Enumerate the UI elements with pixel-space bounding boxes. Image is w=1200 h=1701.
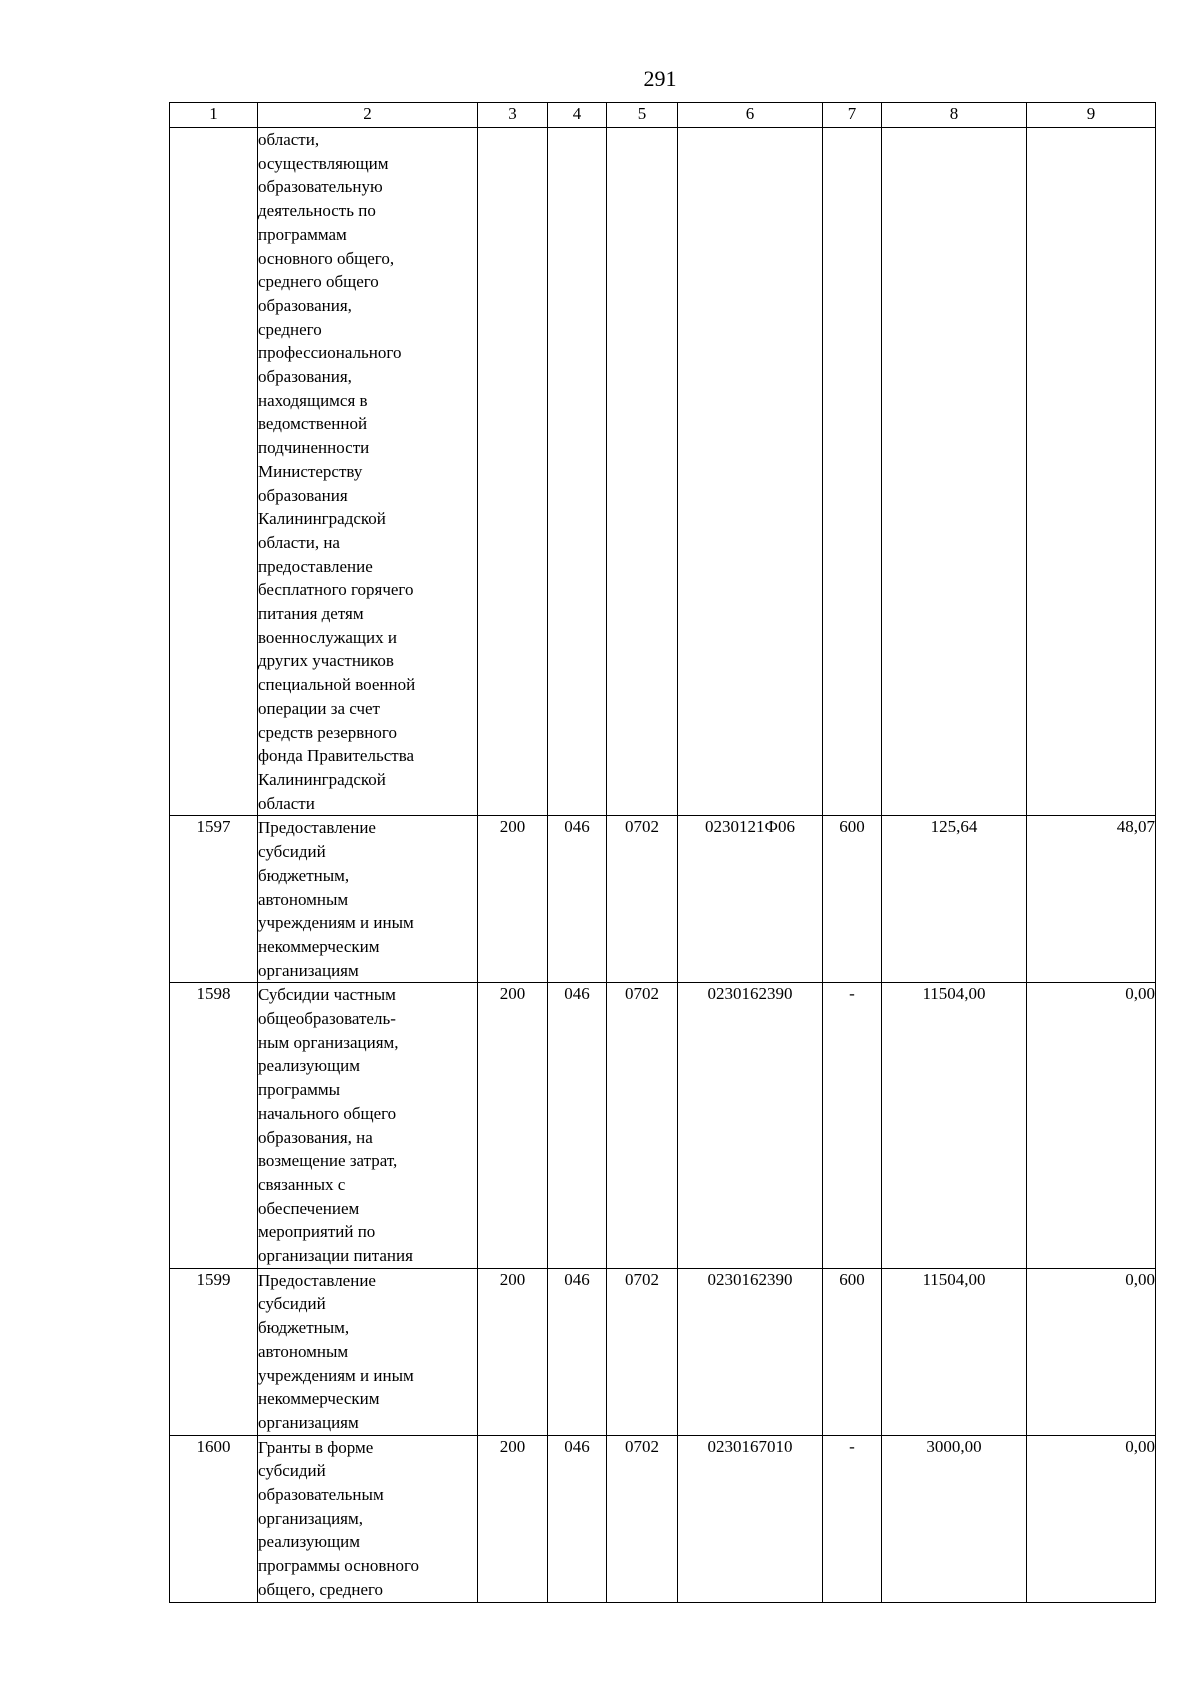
cell-col-9: 0,00 <box>1027 983 1156 1268</box>
header-row <box>170 103 1156 128</box>
row-description: области, осуществляющим образовательную деятельность по программам основного общего, среднего общего образования, среднего профессионального образования, находящимся в ведомственной подчиненности Министерству образования Калининградской области, на предоставление бесплатного горячего питания детям военнослужащих и других участников специальной военной операции за счет средств резервного фонда Правительства Калининградской области <box>258 128 478 816</box>
row-number: 1597 <box>170 816 258 983</box>
cell-col-9: 48,07 <box>1027 816 1156 983</box>
cell-col-5: 0702 <box>607 1435 678 1602</box>
column-header: 6 <box>678 103 823 128</box>
row-number: 1600 <box>170 1435 258 1602</box>
column-header: 1 <box>170 103 258 128</box>
table-row <box>170 1268 1156 1435</box>
cell-col-9: 0,00 <box>1027 1435 1156 1602</box>
cell-col-6: 0230167010 <box>678 1435 823 1602</box>
row-number: 1599 <box>170 1268 258 1435</box>
cell-col-6: 0230121Ф06 <box>678 816 823 983</box>
cell-col-5: 0702 <box>607 983 678 1268</box>
column-header: 5 <box>607 103 678 128</box>
cell-col-7: 600 <box>823 1268 882 1435</box>
cell-col-5 <box>607 128 678 816</box>
budget-table <box>169 102 1156 1603</box>
cell-col-5: 0702 <box>607 816 678 983</box>
row-description: Гранты в форме субсидий образовательным организациям, реализующим программы основного общего, среднего <box>258 1435 478 1602</box>
cell-col-4: 046 <box>548 983 607 1268</box>
column-header: 8 <box>882 103 1027 128</box>
row-number: 1598 <box>170 983 258 1268</box>
cell-col-3: 200 <box>478 816 548 983</box>
row-description: Субсидии частным общеобразователь- ным организациям, реализующим программы начального общего образования, на возмещение затрат, связанных с обеспечением мероприятий по организации питания <box>258 983 478 1268</box>
cell-col-4: 046 <box>548 1268 607 1435</box>
cell-col-5: 0702 <box>607 1268 678 1435</box>
table-row <box>170 983 1156 1268</box>
cell-col-3 <box>478 128 548 816</box>
column-header: 2 <box>258 103 478 128</box>
cell-col-8: 11504,00 <box>882 1268 1027 1435</box>
table-row <box>170 816 1156 983</box>
cell-col-7 <box>823 128 882 816</box>
cell-col-9: 0,00 <box>1027 1268 1156 1435</box>
column-header: 9 <box>1027 103 1156 128</box>
cell-col-6 <box>678 128 823 816</box>
cell-col-6: 0230162390 <box>678 1268 823 1435</box>
cell-col-3: 200 <box>478 1435 548 1602</box>
cell-col-8 <box>882 128 1027 816</box>
cell-col-4: 046 <box>548 816 607 983</box>
column-header: 3 <box>478 103 548 128</box>
table-row <box>170 1435 1156 1602</box>
page-number: 291 <box>643 66 677 91</box>
cell-col-3: 200 <box>478 983 548 1268</box>
cell-col-7: - <box>823 1435 882 1602</box>
cell-col-3: 200 <box>478 1268 548 1435</box>
cell-col-4 <box>548 128 607 816</box>
column-header: 7 <box>823 103 882 128</box>
cell-col-8: 125,64 <box>882 816 1027 983</box>
cell-col-7: - <box>823 983 882 1268</box>
row-number <box>170 128 258 816</box>
cell-col-8: 11504,00 <box>882 983 1027 1268</box>
row-description: Предоставление субсидий бюджетным, автономным учреждениям и иным некоммерческим организациям <box>258 1268 478 1435</box>
cell-col-9 <box>1027 128 1156 816</box>
table-row <box>170 128 1156 816</box>
cell-col-6: 0230162390 <box>678 983 823 1268</box>
column-header: 4 <box>548 103 607 128</box>
cell-col-7: 600 <box>823 816 882 983</box>
cell-col-4: 046 <box>548 1435 607 1602</box>
row-description: Предоставление субсидий бюджетным, автономным учреждениям и иным некоммерческим организациям <box>258 816 478 983</box>
cell-col-8: 3000,00 <box>882 1435 1027 1602</box>
